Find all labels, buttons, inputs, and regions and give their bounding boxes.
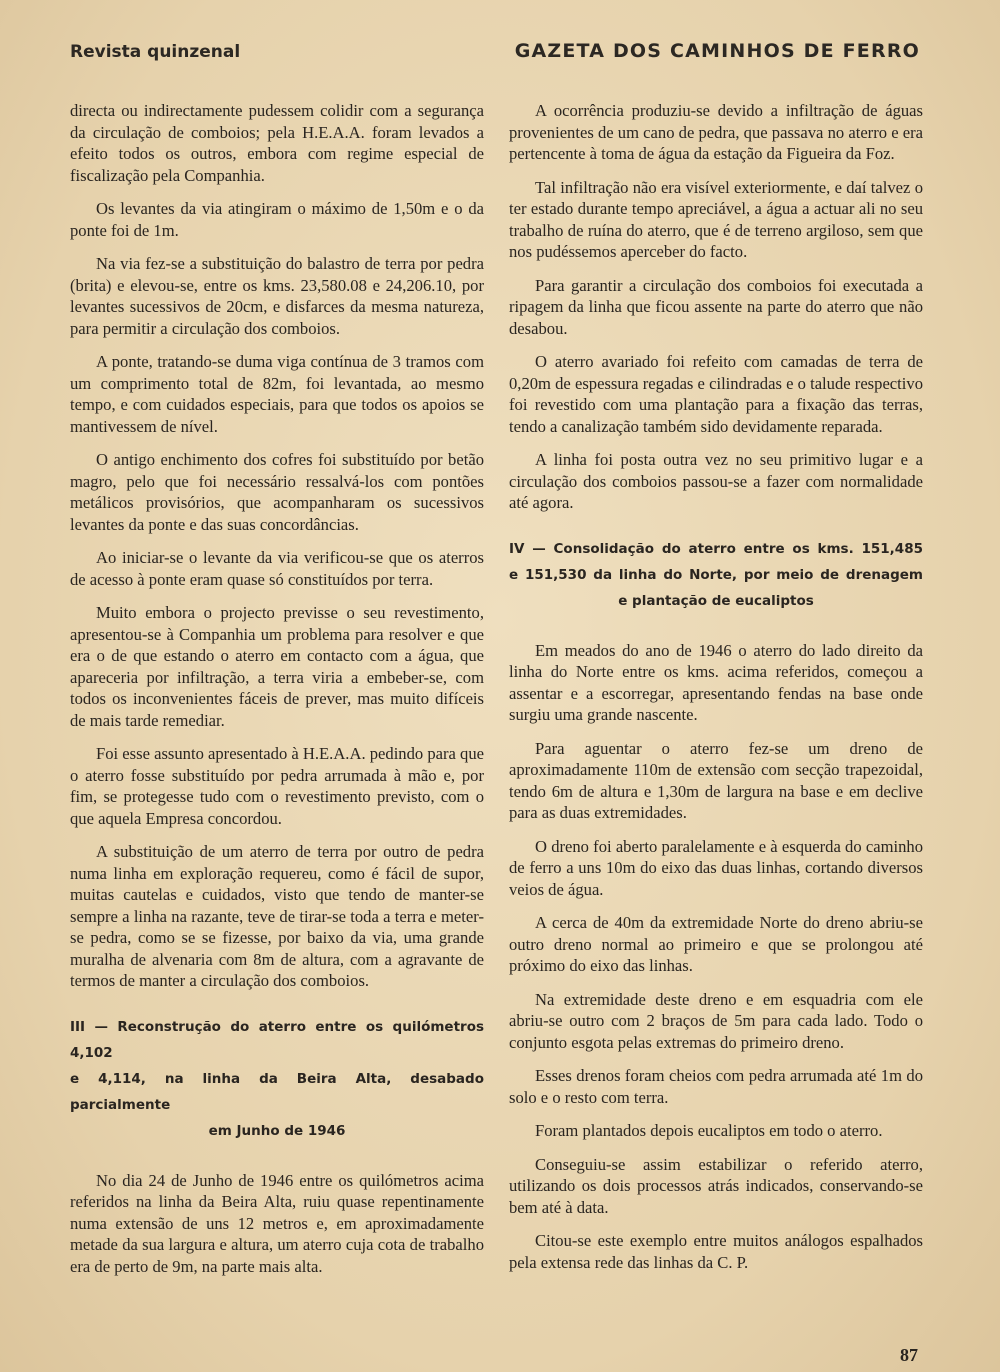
page-number: 87	[900, 1345, 918, 1365]
section-heading-line: e plantação de eucaliptos	[618, 592, 814, 609]
paragraph: Esses drenos foram cheios com pedra arrumada até 1m do solo e o resto com terra.	[509, 1066, 923, 1107]
paragraph: A substituição de um aterro de terra por outro de pedra numa linha em exploração requereu, como é fácil de supor, muitas cautelas e cuidados, visto que tendo de manter-se sempre a linha na razante, teve de tirar-se toda a terra e meter-se pedra, como se se fizesse, por baixo da via, uma grande muralha de alvenaria com 8m de altura, com a agravante de termos de manter a circulação dos comboios.	[70, 842, 484, 990]
section-heading-line: e 4,114, na linha da Beira Alta, desabado parcialmente	[70, 1070, 484, 1113]
section-heading-line: e 151,530 da linha do Norte, por meio de drenagem	[509, 566, 923, 583]
paragraph: Na via fez-se a substituição do balastro de terra por pedra (brita) e elevou-se, entre os kms. 23,580.08 e 24,206.10, por levantes sucessivos de 20cm, e disfarces da mesma natureza, para permitir a circulação dos comboios.	[70, 254, 484, 338]
paragraph: A cerca de 40m da extremidade Norte do dreno abriu-se outro dreno normal ao primeiro e que se prolongou até próximo do eixo das linhas.	[509, 913, 923, 975]
paragraph: Muito embora o projecto previsse o seu revestimento, apresentou-se à Companhia um problema para resolver e que era o de que estando o aterro em contacto com a água, que apareceria por infiltração, a terra viria a embeber-se, com todos os inconvenientes fáceis de prever, mas muito difíceis de mais tarde remediar.	[70, 603, 484, 730]
right-column	[509, 100, 923, 1285]
paragraph: Os levantes da via atingiram o máximo de 1,50m e o da ponte foi de 1m.	[70, 199, 484, 240]
header-right: GAZETA DOS CAMINHOS DE FERRO	[514, 40, 920, 62]
left-column	[70, 100, 484, 1289]
paragraph: Em meados do ano de 1946 o aterro do lado direito da linha do Norte entre os kms. acima referidos, começou a assentar e a escorregar, apresentando fendas na base onde surgiu uma grande nascente.	[509, 640, 923, 724]
paragraph: O aterro avariado foi refeito com camadas de terra de 0,20m de espessura regadas e cilindradas e o talude respectivo foi revestido com uma plantação para a fixação das terras, tendo a canalização também sido devidamente reparada.	[509, 352, 923, 436]
header-left: Revista quinzenal	[70, 42, 241, 62]
paragraph: Foi esse assunto apresentado à H.E.A.A. pedindo para que o aterro fosse substituído por pedra arrumada à mão e, por fim, se protegesse tudo com o revestimento previsto, com o que aquela Empresa concordou.	[70, 744, 485, 828]
paragraph: Tal infiltração não era visível exteriormente, e daí talvez o ter estado durante tempo apreciável, a água a actuar ali no seu trabalho de ruína do aterro, que é de terreno argiloso, sem que nos pudéssemos aperceber do facto.	[509, 177, 923, 261]
paragraph: directa ou indirectamente pudessem colidir com a segurança da circulação de comboios; pela H.E.A.A. foram levados a efeito todos os outros, embora com regime especial de fiscalização pela Companhia.	[70, 101, 484, 185]
paragraph: A ponte, tratando-se duma viga contínua de 3 tramos com um comprimento total de 82m, foi levantada, ao mesmo tempo, e com cuidados especiais, para que todos os apoios se mantivessem de nível.	[70, 352, 484, 436]
paragraph: Na extremidade deste dreno e em esquadria com ele abriu-se outro com 2 braços de 5m para cada lado. Todo o conjunto esgota pelas extremas do primeiro dreno.	[509, 989, 923, 1052]
paragraph: Conseguiu-se assim estabilizar o referido aterro, utilizando os dois processos atrás indicados, conservando-se bem até à data.	[509, 1154, 923, 1217]
paragraph: O antigo enchimento dos cofres foi substituído por betão magro, pelo que foi necessário ressalvá-los com pontões metálicos provisórios, que acompanharam os sucessivos levantes da ponte e das suas concordâncias.	[70, 450, 484, 534]
paragraph: Para garantir a circulação dos comboios foi executada a ripagem da linha que ficou assente na parte do aterro que não desabou.	[509, 275, 923, 338]
section-heading	[70, 1014, 484, 1144]
paragraph: No dia 24 de Junho de 1946 entre os quilómetros acima referidos na linha da Beira Alta, ruiu quase repentinamente numa extensão de uns 12 metros e, em aproximadamente metade da sua largura e altura, um aterro cuja cota de trabalho era de perto de 9m, na parte mais alta.	[70, 1170, 484, 1276]
section-heading	[509, 536, 923, 614]
paragraph: Ao iniciar-se o levante da via verificou-se que os aterros de acesso à ponte eram quase só constituídos por terra.	[70, 548, 484, 589]
running-header	[70, 36, 920, 66]
section-heading-line: III — Reconstrução do aterro entre os quilómetros 4,102	[70, 1018, 484, 1061]
paragraph: A ocorrência produziu-se devido a infiltração de águas provenientes de um cano de pedra, que passava no aterro e era pertencente à toma de água da estação da Figueira da Foz.	[509, 101, 923, 163]
paragraph: Foram plantados depois eucaliptos em todo o aterro.	[535, 1121, 883, 1140]
section-heading-line: IV — Consolidação do aterro entre os kms. 151,485	[509, 540, 923, 557]
section-heading-line: em Junho de 1946	[208, 1122, 346, 1139]
paragraph: Para aguentar o aterro fez-se um dreno de aproximadamente 110m de extensão com secção trapezoidal, tendo 6m de altura e 1,30m de largura na base e em declive para as duas extremidades.	[509, 738, 923, 822]
paragraph: Citou-se este exemplo entre muitos análogos espalhados pela extensa rede das linhas da C. P.	[509, 1231, 923, 1272]
paragraph: O dreno foi aberto paralelamente e à esquerda do caminho de ferro a uns 10m do eixo das duas linhas, cortando diversos veios de água.	[509, 836, 923, 899]
paragraph: A linha foi posta outra vez no seu primitivo lugar e a circulação dos comboios passou-se a fazer com normalidade até agora.	[509, 450, 923, 512]
